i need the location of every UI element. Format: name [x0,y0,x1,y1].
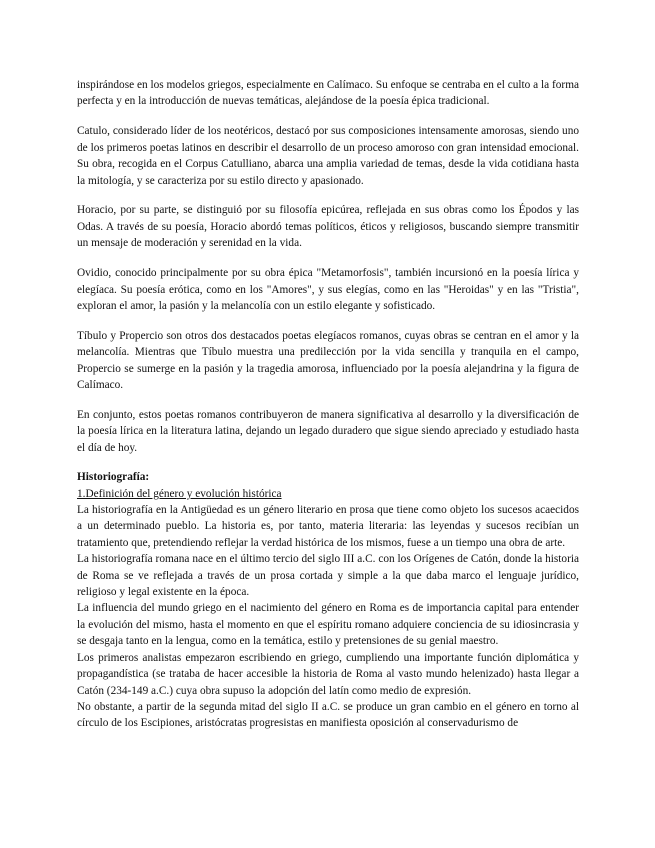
paragraph-primeros-analistas: Los primeros analistas empezaron escribiendo en griego, cumpliendo una importante función diplomática y propagandística (se trataba de hacer accesible la historia de Roma al vasto mundo helenizado) hasta llegar a Catón (234-149 a.C.) cuya obra supuso la adopción del latín como medio de expresión. [77,651,579,697]
paragraph-influencia-griega: La influencia del mundo griego en el nacimiento del género en Roma es de importancia capital para entender la evolución del mismo, hasta el momento en que el espíritu romano adquiere conciencia de su idiosincrasia y se desgaja tanto en la lengua, como en la temática, estilo y pretensiones de su genial maestro. [77,602,579,648]
paragraph-horacio: Horacio, por su parte, se distinguió por su filosofía epicúrea, reflejada en sus obras como los Épodos y las Odas. A través de su poesía, Horacio abordó temas políticos, éticos y religiosos, buscando siempre transmitir un mensaje de moderación y serenidad en la vida. [77,204,579,250]
paragraph-neotericos-intro: inspirándose en los modelos griegos, especialmente en Calímaco. Su enfoque se centraba en el culto a la forma perfecta y en la introducción de nuevas temáticas, alejándose de la poesía épica tradicional. [77,79,579,108]
section-heading-historiografia: Historiografía: [77,471,150,484]
paragraph-origen-romano: La historiografía romana nace en el último tercio del siglo III a.C. con los Orígenes de Catón, donde la historia de Roma se ve reflejada a través de un prosa cortada y simple a la que daba marco el lenguaje jurídico, religioso y legal existente en la época. [77,553,579,599]
paragraph-escipiones: No obstante, a partir de la segunda mitad del siglo II a.C. se produce un gran cambio en el género en torno al círculo de los Escipiones, aristócratas progresistas en manifiesta oposición al conservadurismo de [77,700,579,730]
paragraph-conclusion: En conjunto, estos poetas romanos contribuyeron de manera significativa al desarrollo y la diversificación de la poesía lírica en la literatura latina, dejando un legado duradero que sigue siendo apreciado y estudiado hasta el día de hoy. [77,409,579,454]
paragraph-catulo: Catulo, considerado líder de los neotéricos, destacó por sus composiciones intensamente amorosas, siendo uno de los primeros poetas latinos en describir el desarrollo de un proceso amoroso con gran intensidad emocional. Su obra, recogida en el Corpus Catulliano, abarca una amplia variedad de temas, desde la vida cotidiana hasta la mitología, y se caracteriza por su estilo directo y apasionado. [77,125,579,187]
paragraph-definicion: La historiografía en la Antigüedad es un género literario en prosa que tiene como objeto los sucesos acaecidos a un determinado pueblo. La historia es, por tanto, materia literaria: las leyendas y sucesos recibían un tratamiento que, pretendiendo reflejar la verdad histórica de los mismos, fuese a un tiempo una obra de arte. [77,504,579,549]
paragraph-ovidio: Ovidio, conocido principalmente por su obra épica "Metamorfosis", también incursionó en la poesía lírica y elegíaca. Su poesía erótica, como en los "Amores", y sus elegías, como en las "Heroidas" y en las "Tristia", exploran el amor, la pasión y la melancolía con un estilo elegante y sofisticado. [77,267,579,312]
subsection-heading-definicion: 1.Definición del género y evolución histórica [77,487,282,500]
paragraph-tibulo-propercio: Tíbulo y Propercio son otros dos destacados poetas elegíacos romanos, cuyas obras se centran en el amor y la melancolía. Mientras que Tíbulo muestra una predilección por la vida sencilla y tranquila en el campo, Propercio se sumerge en la pasión y la tragedia amorosa, influenciado por la poesía alejandrina y la figura de Calímaco. [77,329,579,392]
